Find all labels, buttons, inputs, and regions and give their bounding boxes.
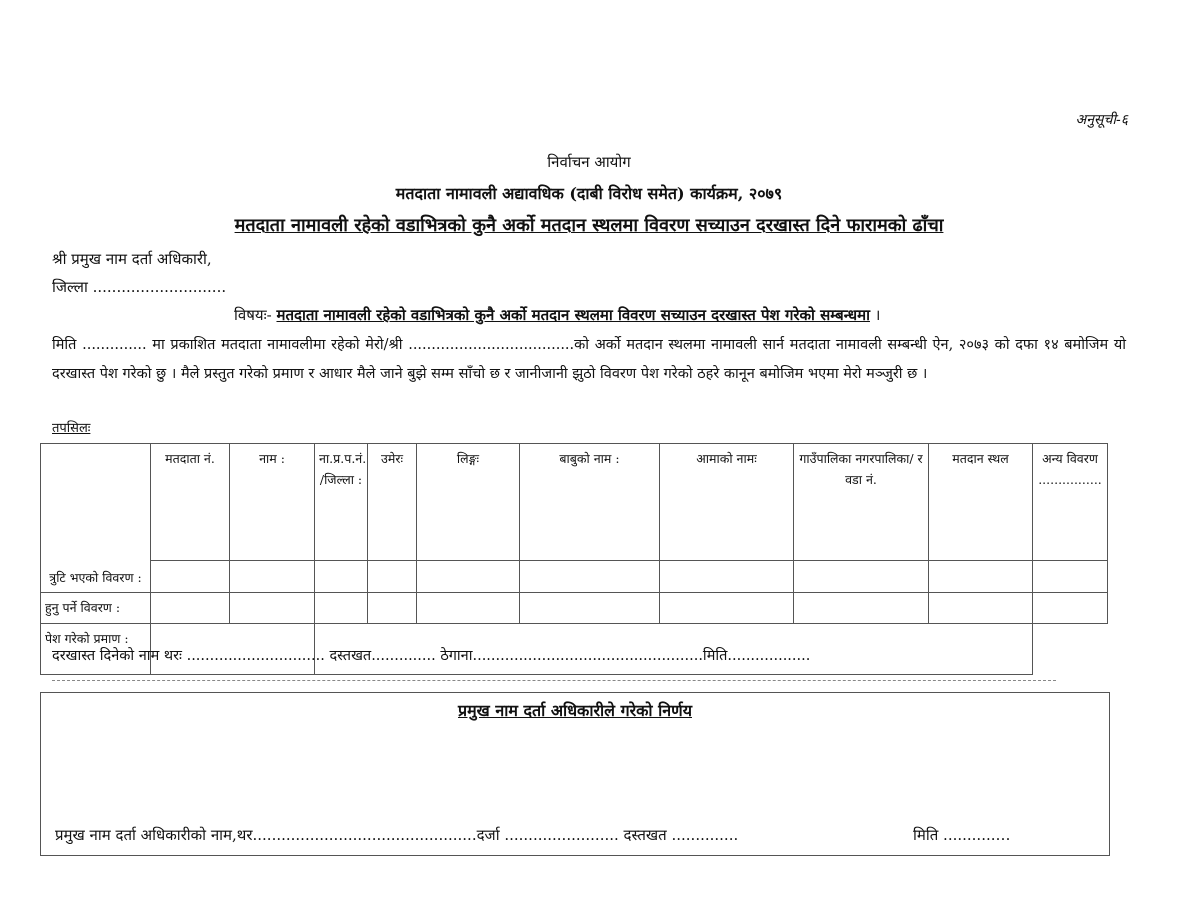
table-row-correct	[41, 593, 1108, 624]
cell-input[interactable]	[315, 561, 368, 593]
details-table	[40, 443, 1108, 675]
cell-input[interactable]	[660, 561, 794, 593]
header-other-details: अन्य विवरण ................	[1033, 444, 1108, 561]
cell-input[interactable]	[417, 561, 520, 593]
header-father-name: बाबुको नाम :	[520, 444, 660, 561]
cell-input[interactable]	[520, 561, 660, 593]
addressee-line: श्री प्रमुख नाम दर्ता अधिकारी,	[52, 250, 212, 268]
header-polling-place: मतदान स्थल	[929, 444, 1033, 561]
cell-input[interactable]	[368, 593, 417, 624]
header-gender: लिङ्गः	[417, 444, 520, 561]
cell-input[interactable]	[1033, 593, 1108, 624]
cell-input[interactable]	[929, 561, 1033, 593]
cell-input[interactable]	[417, 593, 520, 624]
schedule-label: अनुसूची-६	[1075, 112, 1128, 128]
header-name: नाम :	[230, 444, 315, 561]
district-line: जिल्ला ............................	[52, 278, 227, 296]
decision-title: प्रमुख नाम दर्ता अधिकारीले गरेको निर्णय	[458, 701, 692, 720]
cell-input[interactable]	[660, 593, 794, 624]
cell-input[interactable]	[929, 593, 1033, 624]
row-label-proof: पेश गरेको प्रमाण :	[41, 624, 151, 675]
program-title: मतदाता नामावली अद्यावधिक (दाबी विरोध समेत) कार्यक्रम, २०७९	[395, 184, 783, 203]
cell-input[interactable]	[315, 593, 368, 624]
decision-box	[40, 692, 1110, 856]
header-municipality-ward: गाउँपालिका नगरपालिका/ र वडा नं.	[794, 444, 929, 561]
row-label-correct: हुनु पर्ने विवरण :	[41, 593, 151, 624]
cell-input[interactable]	[520, 593, 660, 624]
cell-input[interactable]	[151, 593, 230, 624]
header-citizenship: ना.प्र.प.नं. /जिल्ला :	[315, 444, 368, 561]
body-paragraph: मिति .............. मा प्रकाशित मतदाता नामावलीमा रहेको मेरो/श्री ....................................को अर्को मतदान स्थलमा नामावली सार्न मतदाता नामावली सम्बन्धी ऐन, २०७३ को दफा १४ बमोजिम यो दरखास्त पेश गरेको छु । मैले प्रस्तुत गरेको प्रमाण र आधार मैले जाने बुझे सम्म साँचो छ र जानीजानी झुठो विवरण पेश गरेको ठहरे कानून बमोजिम भएमा मेरो मञ्जुरी छ ।	[52, 337, 1126, 382]
header-mother-name: आमाको नामः	[660, 444, 794, 561]
cut-line-divider	[52, 680, 1056, 681]
form-title: मतदाता नामावली रहेको वडाभित्रको कुनै अर्को मतदान स्थलमा विवरण सच्याउन दरखास्त दिने फारामको ढाँचा	[234, 215, 944, 236]
table-row-wrong	[41, 444, 1108, 561]
row-label-wrong: त्रुटि भएको विवरण :	[41, 444, 151, 593]
cell-input[interactable]	[1033, 561, 1108, 593]
applicant-signature-line: दरखास्त दिनेको नाम थरः .............................. दस्तखत.............. ठेगाना..................................................मिति..................	[52, 648, 811, 664]
header-age: उमेरः	[368, 444, 417, 561]
subject-line	[234, 305, 880, 325]
details-label: तपसिलः	[52, 421, 91, 436]
cell-input[interactable]	[794, 561, 929, 593]
officer-signature-line: प्रमुख नाम दर्ता अधिकारीको नाम,थर...............................................दर्जा ........................ दस्तखत ..............	[55, 826, 739, 844]
cell-input[interactable]	[230, 561, 315, 593]
cell-input[interactable]	[368, 561, 417, 593]
table-row-wrong-values	[41, 561, 1108, 593]
subject-text: मतदाता नामावली रहेको वडाभित्रको कुनै अर्को मतदान स्थलमा विवरण सच्याउन दरखास्त पेश गरेको सम्बन्धमा	[276, 306, 870, 324]
header-voter-no: मतदाता नं.	[151, 444, 230, 561]
cell-input[interactable]	[230, 593, 315, 624]
cell-input[interactable]	[794, 593, 929, 624]
officer-date-field: मिति ...........…	[913, 826, 1011, 844]
organization-name: निर्वाचन आयोग	[547, 153, 631, 171]
cell-input[interactable]	[151, 561, 230, 593]
subject-suffix: ।	[874, 306, 881, 324]
subject-prefix: विषयः-	[234, 306, 272, 324]
